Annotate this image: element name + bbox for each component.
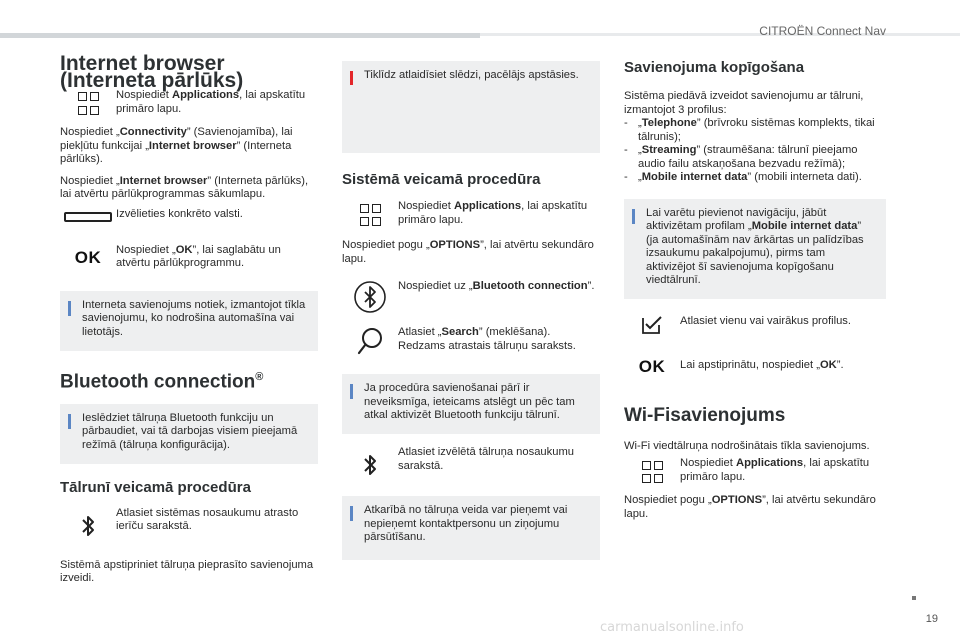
select-phone-step [342, 446, 600, 478]
note-bluetooth: Ieslēdziet tālruņa Bluetooth funkciju un pārbaudiet, vai tā darbojas visiem pieejamā režīmā (tālruņa konfigurācija). [60, 404, 318, 464]
apps-step [60, 89, 318, 116]
bluetooth-circle-icon [342, 280, 398, 314]
warning-note: Tiklīdz atlaidīsiet slēdzi, pacēlājs apstāsies. [342, 61, 600, 153]
header-bar-right [480, 33, 960, 36]
heading-internet-browser: Internet browser (Interneta pārlūks) [60, 52, 244, 92]
header-title: CITROËN Connect Nav [759, 24, 886, 38]
search-icon [342, 326, 398, 358]
profiles-step [624, 315, 886, 335]
apps-step-2 [342, 200, 600, 227]
apps-step-text: Nospiediet Applications, lai apskatītu primāro lapu. [116, 89, 306, 115]
ok-step-2-text: Lai apstiprinātu, nospiediet „OK”. [680, 358, 844, 371]
ok-step [60, 244, 318, 271]
browser-paragraph: Nospiediet „Internet browser” (Interneta pārlūks), lai atvērtu pārlūkprogrammas sākumlapu. [60, 174, 309, 200]
ok-step-text: Nospiediet „OK”, lai saglabātu un atvērtu pārlūkprogrammu. [116, 243, 281, 269]
options-paragraph-2: Nospiediet pogu „OPTIONS”, lai atvērtu sekundāro lapu. [624, 494, 876, 520]
heading-bluetooth: Bluetooth connection® [60, 370, 264, 392]
country-step [60, 208, 318, 222]
profile-telephone: - „Telephone” (brīvroku sistēmas komplekts, tikai tālrunis); [624, 117, 875, 143]
ok-icon: OK [74, 247, 102, 267]
info-marker-icon [68, 301, 71, 316]
list-field-icon [60, 208, 116, 222]
wifi-intro: Wi-Fi viedtālruņa nodrošinātais tīkla savienojums. [624, 439, 870, 452]
note-contacts: Atkarībā no tālruņa veida var pieņemt vai nepieņemt kontaktpersonu un ziņojumu pārsūtīšanu. [342, 496, 600, 560]
note-pairing: Ja procedūra savienošanai pārī ir neveiksmīga, ieteicams atslēgt un pēc tam atkal aktivizēt Bluetooth funkciju tālrunī. [342, 374, 600, 434]
apps-step-3-text: Nospiediet Applications, lai apskatītu primāro lapu. [680, 457, 870, 483]
country-text: Izvēlieties konkrēto valsti. [116, 207, 243, 220]
applications-grid-icon [342, 200, 398, 227]
info-marker-icon [68, 414, 71, 429]
info-marker-icon [350, 384, 353, 399]
ok-step-2 [624, 357, 886, 377]
heading-system-procedure: Sistēmā veicamā procedūra [342, 171, 541, 188]
page-dot [912, 596, 916, 600]
page-number: 19 [925, 613, 938, 625]
apps-step-2-text: Nospiediet Applications, lai apskatītu primāro lapu. [398, 200, 588, 226]
info-marker-icon [350, 506, 353, 521]
bt-connection-step [342, 280, 600, 314]
checkbox-icon [624, 315, 680, 335]
options-paragraph: Nospiediet pogu „OPTIONS”, lai atvērtu sekundāro lapu. [342, 239, 594, 265]
bt-select-step [60, 507, 318, 539]
header-bar-left [0, 33, 480, 38]
select-phone-text: Atlasiet izvēlētā tālruņa nosaukumu sarakstā. [398, 446, 574, 472]
bluetooth-icon [342, 446, 398, 478]
profile-mobile-data: - „Mobile internet data” (mobili interneta dati). [624, 171, 862, 183]
profile-streaming: - „Streaming” (straumēšana: tālrunī pieejamo audio failu atskaņošana bezvadu režīmā); [624, 144, 858, 170]
search-text: Atlasiet „Search” (meklēšana). Redzams atrastais tālruņu saraksts. [398, 326, 576, 352]
search-step [342, 326, 600, 358]
bluetooth-icon [60, 507, 116, 539]
bt-select-text: Atlasiet sistēmas nosaukumu atrasto ierīču sarakstā. [116, 506, 299, 533]
info-marker-icon [632, 209, 635, 224]
applications-grid-icon [60, 89, 116, 116]
apps-step-3 [624, 457, 886, 484]
heading-phone-procedure: Tālrunī veicamā procedūra [60, 478, 251, 496]
ok-icon: OK [638, 356, 666, 376]
watermark: carmanualsonline.info [600, 620, 744, 635]
note-internet: Interneta savienojums notiek, izmantojot tīkla savienojumu, ko nodrošina automašīna vai lietotājs. [60, 291, 318, 351]
note-navigation: Lai varētu pievienot navigāciju, jābūt aktivizētam profilam „Mobile internet data” (ja automašīnām nav ārkārtas un palīdzības izsaukumu pakalpojumu), pirms tam aktivizējot šī savienojuma kopīgošanu viedtālrunī. [624, 199, 886, 299]
connectivity-paragraph: Nospiediet „Connectivity” (Savienojamība), lai piekļūtu funkcijai „Internet browser” (Interneta pārlūks). [60, 126, 293, 165]
column-2 [342, 61, 600, 560]
heading-wifi: Wi-Fisavienojums [624, 404, 786, 426]
applications-grid-icon [624, 457, 680, 484]
profiles-text: Atlasiet vienu vai vairākus profilus. [680, 314, 851, 327]
heading-connection-sharing: Savienojuma kopīgošana [624, 59, 805, 76]
bt-connection-text: Nospiediet uz „Bluetooth connection”. [398, 280, 595, 292]
column-1 [60, 52, 318, 586]
share-intro: Sistēma piedāvā izveidot savienojumu ar tālruni, izmantojot 3 profilus: [624, 90, 864, 116]
warning-marker-icon [350, 71, 353, 85]
confirm-paragraph: Sistēmā apstipriniet tālruņa pieprasīto savienojuma izveidi. [60, 558, 314, 585]
column-3 [624, 55, 886, 521]
